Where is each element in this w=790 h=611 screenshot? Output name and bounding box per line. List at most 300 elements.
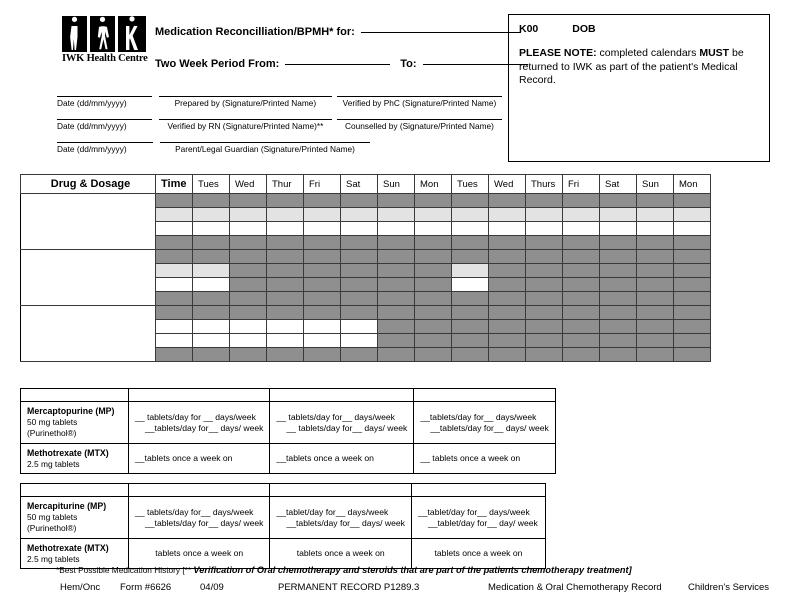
- calendar-day-cell[interactable]: [489, 222, 526, 236]
- calendar-day-cell: [489, 334, 526, 348]
- calendar-day-cell: [341, 306, 378, 320]
- calendar-day-cell: [452, 306, 489, 320]
- dose-line: __ tablets once a week on: [420, 453, 521, 463]
- calendar-day-cell: [637, 236, 674, 250]
- time-entry-cell: [156, 292, 193, 306]
- calendar-day-cell: [637, 250, 674, 264]
- calendar-day-cell: [267, 250, 304, 264]
- time-entry-cell[interactable]: [156, 264, 193, 278]
- dose-instructions-table-1: [20, 388, 556, 474]
- footer-department: Hem/Onc: [60, 582, 101, 593]
- notice-text-part2: be returned to IWK as part of the patient's Medical Record.: [519, 47, 744, 86]
- please-note-box: [508, 14, 770, 162]
- calendar-day-cell[interactable]: [193, 278, 230, 292]
- calendar-day-cell: [267, 264, 304, 278]
- please-note-label: PLEASE NOTE:: [519, 47, 597, 59]
- footer-form-number: Form #6626: [120, 582, 172, 593]
- calendar-day-cell: [193, 348, 230, 362]
- calendar-day-cell: [452, 334, 489, 348]
- calendar-day-cell[interactable]: [452, 264, 489, 278]
- calendar-day-cell: [341, 348, 378, 362]
- dose-line: __tablet/day for__ day/ week: [427, 517, 538, 528]
- title-blank-line[interactable]: [361, 32, 521, 33]
- calendar-day-cell: [341, 264, 378, 278]
- calendar-day-cell: [378, 348, 415, 362]
- k00-label: K00: [519, 23, 539, 35]
- calendar-day-cell[interactable]: [304, 208, 341, 222]
- calendar-day-cell[interactable]: [267, 208, 304, 222]
- col-header-day-8: Wed: [489, 175, 526, 194]
- calendar-day-cell: [378, 306, 415, 320]
- signature-row: [57, 96, 502, 119]
- dose-line: __tablets/day for__ days/ week: [430, 422, 549, 433]
- calendar-day-cell[interactable]: [526, 222, 563, 236]
- form-header: [0, 0, 790, 168]
- calendar-day-cell: [304, 292, 341, 306]
- col-header-day-13: Mon: [674, 175, 711, 194]
- calendar-day-cell: [304, 278, 341, 292]
- calendar-day-cell: [563, 320, 600, 334]
- calendar-day-cell[interactable]: [304, 222, 341, 236]
- dose-entry-cell[interactable]: [270, 497, 411, 539]
- calendar-day-cell: [304, 250, 341, 264]
- calendar-day-cell: [378, 320, 415, 334]
- col-header-day-3: Fri: [304, 175, 341, 194]
- calendar-day-cell: [526, 320, 563, 334]
- calendar-day-cell[interactable]: [563, 222, 600, 236]
- dose-line: tablets once a week on: [434, 548, 523, 558]
- calendar-day-cell: [600, 264, 637, 278]
- drug-brand: (Purinethol®): [27, 428, 77, 438]
- dose-entry-cell[interactable]: [411, 539, 545, 569]
- dose-row-mercaptopurine: [21, 497, 546, 539]
- time-entry-cell: [156, 194, 193, 208]
- dose-line: __tablets once a week on: [276, 453, 374, 463]
- calendar-day-cell: [489, 292, 526, 306]
- spacer-cell: [21, 484, 129, 497]
- calendar-day-cell: [563, 236, 600, 250]
- calendar-day-cell: [415, 348, 452, 362]
- signature-row: [57, 142, 502, 165]
- dose-spacer-row: [21, 484, 546, 497]
- col-header-day-9: Thurs: [526, 175, 563, 194]
- drug-strength: 50 mg tablets: [27, 512, 78, 522]
- col-header-day-11: Sat: [600, 175, 637, 194]
- dose-entry-cell[interactable]: [414, 402, 555, 444]
- dose-line: __tablets/day for__ days/ week: [145, 517, 264, 528]
- verified-by-phc-field[interactable]: Verified by PhC (Signature/Printed Name): [337, 96, 502, 108]
- calendar-day-cell: [674, 334, 711, 348]
- date-field-1[interactable]: Date (dd/mm/yyyy): [57, 96, 152, 108]
- calendar-day-cell[interactable]: [230, 208, 267, 222]
- calendar-day-cell: [415, 320, 452, 334]
- iwk-logo-icon: [62, 16, 148, 52]
- calendar-day-cell: [563, 348, 600, 362]
- calendar-day-cell: [563, 278, 600, 292]
- calendar-day-cell[interactable]: [193, 208, 230, 222]
- spacer-cell: [270, 389, 414, 402]
- spacer-cell: [270, 484, 411, 497]
- calendar-day-cell[interactable]: [230, 320, 267, 334]
- calendar-day-cell: [230, 250, 267, 264]
- dose-entry-cell[interactable]: [270, 444, 414, 474]
- calendar-day-cell: [304, 348, 341, 362]
- calendar-day-cell: [230, 292, 267, 306]
- spacer-cell: [414, 389, 555, 402]
- calendar-day-cell: [600, 194, 637, 208]
- calendar-day-cell: [193, 292, 230, 306]
- col-header-day-1: Wed: [230, 175, 267, 194]
- dose-line: __ tablets/day for__ days/week: [276, 411, 395, 422]
- calendar-day-cell: [674, 236, 711, 250]
- calendar-day-cell: [489, 250, 526, 264]
- calendar-day-cell: [489, 348, 526, 362]
- calendar-day-cell[interactable]: [341, 334, 378, 348]
- parent-guardian-field[interactable]: Parent/Legal Guardian (Signature/Printed Name): [160, 142, 370, 154]
- calendar-day-cell[interactable]: [378, 208, 415, 222]
- calendar-day-cell[interactable]: [230, 222, 267, 236]
- calendar-day-cell: [193, 250, 230, 264]
- calendar-day-cell: [600, 306, 637, 320]
- calendar-header-row: [21, 175, 711, 194]
- col-header-day-10: Fri: [563, 175, 600, 194]
- drug-brand: (Purinethol®): [27, 523, 77, 533]
- calendar-header: [21, 175, 711, 194]
- calendar-day-cell: [563, 334, 600, 348]
- title-medication-reconciliation: [155, 26, 521, 38]
- time-entry-cell[interactable]: [156, 208, 193, 222]
- dose-line: __tablet/day for__ days/week: [276, 506, 389, 517]
- calendar-day-cell: [304, 236, 341, 250]
- patient-id-row: [519, 23, 759, 35]
- calendar-day-cell[interactable]: [637, 222, 674, 236]
- footnote-italic: Verification of Oral chemotherapy and steroids that are part of the patients chemotherapy treatment]: [193, 565, 632, 575]
- dob-label: DOB: [572, 23, 596, 35]
- dose-entry-cell[interactable]: [129, 539, 270, 569]
- dose-entry-cell[interactable]: [129, 402, 270, 444]
- calendar-day-cell[interactable]: [600, 208, 637, 222]
- drug-label-cell: [21, 539, 129, 569]
- dose-entry-cell[interactable]: [270, 539, 411, 569]
- calendar-day-cell: [674, 348, 711, 362]
- calendar-day-cell: [304, 264, 341, 278]
- calendar-day-cell[interactable]: [600, 222, 637, 236]
- time-entry-cell: [156, 348, 193, 362]
- spacer-cell: [411, 484, 545, 497]
- calendar-day-cell: [304, 306, 341, 320]
- calendar-day-cell[interactable]: [637, 208, 674, 222]
- drug-label-cell: [21, 402, 129, 444]
- calendar-day-cell: [341, 236, 378, 250]
- dose-line: __ tablets/day for__ days/ week: [286, 422, 408, 433]
- calendar-day-cell: [526, 264, 563, 278]
- calendar-day-cell: [674, 320, 711, 334]
- dose-row-methotrexate: [21, 444, 556, 474]
- calendar-day-cell: [526, 194, 563, 208]
- calendar-day-cell: [415, 306, 452, 320]
- calendar-day-cell: [563, 250, 600, 264]
- calendar-day-cell: [452, 194, 489, 208]
- dose-entry-cell[interactable]: [129, 444, 270, 474]
- footnote-text: [56, 565, 632, 575]
- calendar-day-cell: [526, 306, 563, 320]
- footer-bar: [0, 582, 790, 598]
- calendar-day-cell: [637, 306, 674, 320]
- calendar-day-cell[interactable]: [193, 320, 230, 334]
- calendar-day-cell: [378, 278, 415, 292]
- drug-name: Methotrexate (MTX): [27, 542, 109, 553]
- logo-wordmark: IWK Health Centre: [62, 53, 148, 64]
- footer-revision-date: 04/09: [200, 582, 224, 593]
- calendar-day-cell[interactable]: [452, 208, 489, 222]
- dose-entry-cell[interactable]: [411, 497, 545, 539]
- calendar-day-cell[interactable]: [267, 222, 304, 236]
- calendar-day-cell: [637, 264, 674, 278]
- calendar-day-cell: [230, 236, 267, 250]
- calendar-day-cell: [304, 194, 341, 208]
- calendar-day-cell: [526, 236, 563, 250]
- time-entry-cell[interactable]: [156, 278, 193, 292]
- calendar-day-cell: [526, 250, 563, 264]
- calendar-day-cell: [267, 348, 304, 362]
- period-from-blank[interactable]: [285, 64, 390, 65]
- calendar-day-cell: [489, 320, 526, 334]
- calendar-day-cell: [230, 278, 267, 292]
- calendar-day-cell: [267, 236, 304, 250]
- calendar-day-cell: [378, 250, 415, 264]
- col-header-drug-dosage: Drug & Dosage: [21, 175, 156, 194]
- medication-calendar-table: [20, 174, 711, 362]
- calendar-day-cell: [378, 236, 415, 250]
- spacer-cell: [21, 389, 129, 402]
- calendar-row: [21, 306, 711, 320]
- dose-row-methotrexate: [21, 539, 546, 569]
- calendar-day-cell: [563, 306, 600, 320]
- calendar-day-cell: [489, 306, 526, 320]
- time-entry-cell: [156, 250, 193, 264]
- dose-row-mercaptopurine: [21, 402, 556, 444]
- calendar-day-cell: [637, 278, 674, 292]
- calendar-day-cell: [341, 278, 378, 292]
- calendar-day-cell: [526, 348, 563, 362]
- calendar-day-cell: [452, 236, 489, 250]
- calendar-day-cell: [378, 264, 415, 278]
- calendar-day-cell: [193, 194, 230, 208]
- calendar-day-cell: [600, 348, 637, 362]
- calendar-day-cell: [267, 194, 304, 208]
- calendar-day-cell: [415, 292, 452, 306]
- calendar-day-cell: [637, 348, 674, 362]
- calendar-day-cell: [526, 334, 563, 348]
- dose-line: __ tablets/day for __ days/week: [135, 411, 256, 422]
- calendar-day-cell: [674, 250, 711, 264]
- drug-dosage-entry-cell[interactable]: [21, 194, 156, 250]
- footnote-plain: *Best Possible Medication History [**: [56, 565, 194, 575]
- calendar-day-cell[interactable]: [193, 264, 230, 278]
- footer-service: Children's Services: [688, 582, 770, 593]
- calendar-row: [21, 250, 711, 264]
- drug-label-cell: [21, 444, 129, 474]
- calendar-day-cell[interactable]: [563, 208, 600, 222]
- calendar-day-cell: [489, 194, 526, 208]
- drug-strength: 2.5 mg tablets: [27, 553, 80, 564]
- dose-line: __tablets once a week on: [135, 453, 233, 463]
- calendar-day-cell: [674, 306, 711, 320]
- calendar-day-cell: [674, 194, 711, 208]
- iwk-logo: [62, 16, 150, 64]
- calendar-day-cell: [230, 194, 267, 208]
- calendar-day-cell: [378, 194, 415, 208]
- calendar-day-cell: [600, 250, 637, 264]
- col-header-day-7: Tues: [452, 175, 489, 194]
- calendar-day-cell: [674, 292, 711, 306]
- dose-spacer-row: [21, 389, 556, 402]
- calendar-day-cell: [267, 292, 304, 306]
- calendar-day-cell: [526, 278, 563, 292]
- calendar-day-cell: [267, 306, 304, 320]
- calendar-day-cell: [415, 264, 452, 278]
- calendar-day-cell: [489, 278, 526, 292]
- calendar-day-cell[interactable]: [415, 208, 452, 222]
- calendar-row: [21, 194, 711, 208]
- col-header-time: Time: [156, 175, 193, 194]
- calendar-day-cell: [415, 236, 452, 250]
- calendar-day-cell: [193, 236, 230, 250]
- calendar-day-cell[interactable]: [304, 320, 341, 334]
- time-entry-cell[interactable]: [156, 222, 193, 236]
- calendar-day-cell[interactable]: [230, 334, 267, 348]
- calendar-day-cell: [563, 194, 600, 208]
- calendar-day-cell[interactable]: [674, 208, 711, 222]
- dose-entry-cell[interactable]: [414, 444, 555, 474]
- calendar-day-cell[interactable]: [267, 334, 304, 348]
- calendar-day-cell[interactable]: [452, 222, 489, 236]
- drug-name: Methotrexate (MTX): [27, 447, 109, 458]
- calendar-day-cell: [637, 292, 674, 306]
- calendar-day-cell: [452, 320, 489, 334]
- calendar-day-cell: [563, 292, 600, 306]
- calendar-day-cell: [600, 334, 637, 348]
- dose-line: __tablets/day for__ days/ week: [286, 517, 405, 528]
- date-field-2[interactable]: Date (dd/mm/yyyy): [57, 119, 152, 131]
- calendar-day-cell[interactable]: [489, 208, 526, 222]
- calendar-day-cell: [230, 264, 267, 278]
- drug-strength: 50 mg tablets: [27, 417, 78, 427]
- calendar-day-cell: [452, 250, 489, 264]
- calendar-day-cell[interactable]: [304, 334, 341, 348]
- calendar-day-cell: [341, 250, 378, 264]
- verified-by-rn-field[interactable]: Verified by RN (Signature/Printed Name)**: [159, 119, 332, 131]
- title-label: Medication Reconcilliation/BPMH* for:: [155, 26, 355, 38]
- calendar-day-cell: [378, 334, 415, 348]
- calendar-day-cell: [452, 292, 489, 306]
- calendar-day-cell: [415, 334, 452, 348]
- calendar-day-cell: [637, 194, 674, 208]
- time-entry-cell[interactable]: [156, 320, 193, 334]
- calendar-day-cell: [600, 236, 637, 250]
- calendar-day-cell: [526, 292, 563, 306]
- date-field-3[interactable]: Date (dd/mm/yyyy): [57, 142, 153, 154]
- col-header-day-2: Thur: [267, 175, 304, 194]
- calendar-day-cell: [674, 264, 711, 278]
- calendar-day-cell: [489, 264, 526, 278]
- calendar-day-cell[interactable]: [341, 222, 378, 236]
- calendar-day-cell: [637, 334, 674, 348]
- counselled-by-field[interactable]: Counselled by (Signature/Printed Name): [337, 119, 502, 131]
- signature-lines: [57, 96, 502, 165]
- calendar-day-cell[interactable]: [674, 222, 711, 236]
- calendar-day-cell[interactable]: [341, 320, 378, 334]
- calendar-day-cell[interactable]: [378, 222, 415, 236]
- col-header-day-5: Sun: [378, 175, 415, 194]
- time-entry-cell: [156, 306, 193, 320]
- calendar-day-cell: [378, 292, 415, 306]
- dose-instructions-table-2: [20, 483, 546, 569]
- calendar-day-cell: [674, 278, 711, 292]
- prepared-by-field[interactable]: Prepared by (Signature/Printed Name): [159, 96, 332, 108]
- calendar-day-cell: [341, 292, 378, 306]
- dose-line: __tablets/day for__ days/ week: [145, 422, 264, 433]
- calendar-day-cell: [563, 264, 600, 278]
- dose-line: tablets once a week on: [296, 548, 385, 558]
- calendar-day-cell[interactable]: [267, 320, 304, 334]
- dose-line: tablets once a week on: [155, 548, 244, 558]
- calendar-day-cell: [637, 320, 674, 334]
- col-header-day-4: Sat: [341, 175, 378, 194]
- calendar-day-cell[interactable]: [415, 222, 452, 236]
- calendar-day-cell[interactable]: [452, 278, 489, 292]
- calendar-day-cell: [415, 250, 452, 264]
- calendar-day-cell[interactable]: [526, 208, 563, 222]
- calendar-day-cell: [193, 306, 230, 320]
- period-to-label: To:: [400, 58, 417, 70]
- signature-row: [57, 119, 502, 142]
- calendar-day-cell: [452, 348, 489, 362]
- drug-dosage-entry-cell[interactable]: [21, 306, 156, 362]
- col-header-day-12: Sun: [637, 175, 674, 194]
- time-entry-cell: [156, 236, 193, 250]
- time-entry-cell[interactable]: [156, 334, 193, 348]
- calendar-day-cell[interactable]: [341, 208, 378, 222]
- dose-line: __ tablets/day for__ days/week: [135, 506, 254, 517]
- calendar-day-cell: [489, 236, 526, 250]
- dose-entry-cell[interactable]: [270, 402, 414, 444]
- must-emphasis: MUST: [699, 47, 730, 59]
- notice-text-part1: completed calendars: [596, 47, 700, 59]
- drug-name: Mercapiturine (MP): [27, 501, 107, 511]
- calendar-day-cell: [341, 194, 378, 208]
- two-week-period-line: [155, 58, 528, 70]
- dose-entry-cell[interactable]: [129, 497, 270, 539]
- calendar-day-cell: [600, 278, 637, 292]
- calendar-day-cell: [230, 348, 267, 362]
- col-header-day-0: Tues: [193, 175, 230, 194]
- footer-permanent-record: PERMANENT RECORD P1289.3: [278, 582, 420, 593]
- calendar-day-cell: [600, 320, 637, 334]
- dose-line: __tablets/day for__ days/week: [420, 411, 537, 422]
- please-note-text: [519, 47, 759, 88]
- footer-record-title: Medication & Oral Chemotherapy Record: [488, 582, 662, 593]
- calendar-body: [21, 194, 711, 362]
- calendar-day-cell: [415, 278, 452, 292]
- drug-strength: 2.5 mg tablets: [27, 458, 80, 469]
- drug-dosage-entry-cell[interactable]: [21, 250, 156, 306]
- calendar-day-cell[interactable]: [193, 334, 230, 348]
- calendar-day-cell: [267, 278, 304, 292]
- calendar-day-cell[interactable]: [193, 222, 230, 236]
- spacer-cell: [129, 484, 270, 497]
- calendar-day-cell: [415, 194, 452, 208]
